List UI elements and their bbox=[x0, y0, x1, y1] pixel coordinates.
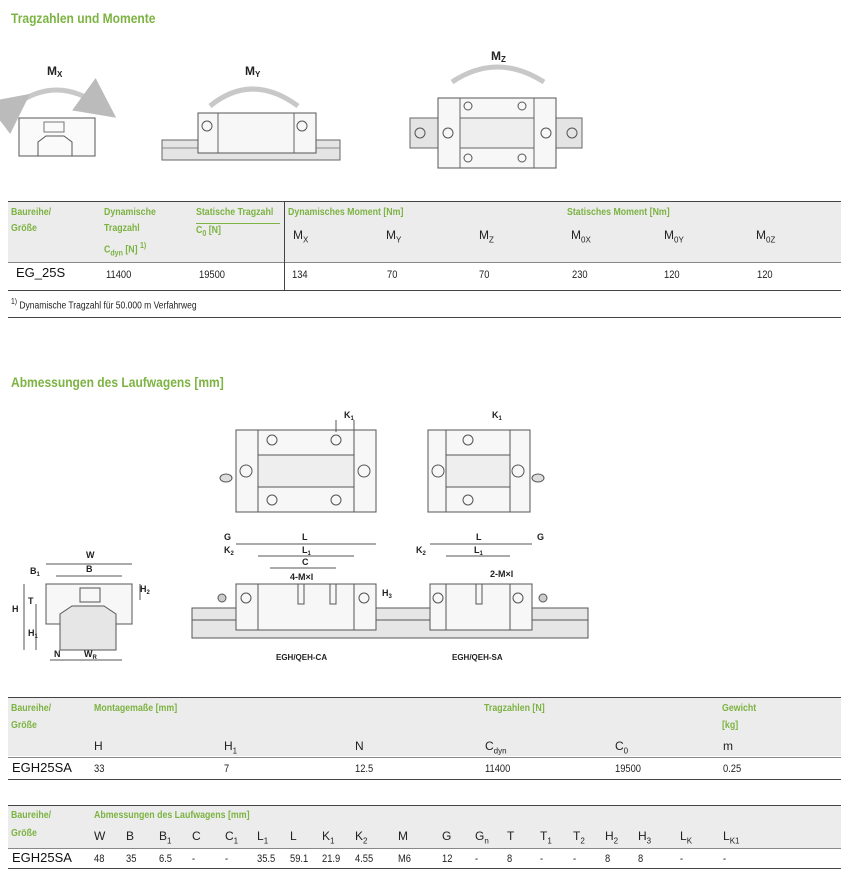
t3-value: - bbox=[540, 853, 544, 865]
t2-symbol: N bbox=[355, 739, 364, 753]
svg-text:B: B bbox=[86, 564, 93, 574]
t2-weight-1: Gewicht bbox=[722, 703, 757, 714]
t2-load: Tragzahlen [N] bbox=[484, 703, 545, 714]
t3-value: 8 bbox=[507, 853, 513, 865]
t3-value: 35 bbox=[126, 853, 137, 865]
row-mx: 134 bbox=[292, 269, 308, 281]
svg-text:4-M×l: 4-M×l bbox=[290, 572, 314, 582]
t3-symbol: W bbox=[94, 829, 106, 843]
t3-symbol: $K_1$ bbox=[322, 829, 335, 846]
t3-symbol: $H_2$ bbox=[605, 829, 619, 846]
col-dyn-3: $C_{dyn}$ [N] $^{1)}$ bbox=[104, 241, 147, 258]
t2-series-1: Baureihe/ bbox=[11, 703, 52, 714]
svg-text:L1: $L_1$ bbox=[474, 545, 483, 557]
t3-value: 8 bbox=[605, 853, 611, 865]
t3-symbol: $L_{K1}$ bbox=[723, 829, 740, 846]
t3-value: - bbox=[723, 853, 727, 865]
row-dyn: 11400 bbox=[106, 269, 132, 281]
t2-weight-2: [kg] bbox=[722, 720, 739, 731]
svg-text:K2: $K_2$ bbox=[416, 545, 426, 557]
t3-value: - bbox=[192, 853, 196, 865]
row-m0x: 230 bbox=[572, 269, 588, 281]
t2-value: 19500 bbox=[615, 763, 642, 775]
t3-symbol: M bbox=[398, 829, 408, 843]
t3-symbol: B bbox=[126, 829, 135, 843]
t3-dims: Abmessungen des Laufwagens [mm] bbox=[94, 810, 250, 821]
t3-value: 21.9 bbox=[322, 853, 341, 865]
t3-series-1: Baureihe/ bbox=[11, 810, 52, 821]
t3-value: 8 bbox=[638, 853, 644, 865]
t3-value: - bbox=[680, 853, 684, 865]
t3-value: - bbox=[573, 853, 577, 865]
moment-symbol: $M_Z$ bbox=[479, 228, 494, 245]
t3-value: 6.5 bbox=[159, 853, 173, 865]
svg-text:K1: $K_1$ bbox=[344, 410, 354, 422]
svg-text:EGH/QEH-CA: EGH/QEH-CA bbox=[276, 653, 328, 662]
side-view bbox=[192, 544, 588, 638]
t2-symbol: $C_{dyn}$ bbox=[485, 739, 507, 756]
top-view-ca bbox=[220, 420, 376, 512]
svg-text:G: G bbox=[537, 532, 545, 542]
footnote: $^{1)}$ Dynamische Tragzahl für 50.000 m Verfahrweg bbox=[11, 297, 197, 312]
t3-value: 35.5 bbox=[257, 853, 276, 865]
moment-symbol: $M_{0Y}$ bbox=[664, 228, 684, 245]
moment-symbol: $M_X$ bbox=[293, 228, 309, 245]
row-stat: 19500 bbox=[199, 269, 226, 281]
t3-symbol: $G_n$ bbox=[475, 829, 489, 846]
t2-value: 11400 bbox=[485, 763, 511, 775]
t3-row-name: EGH25SA bbox=[12, 850, 72, 865]
svg-text:K2: $K_2$ bbox=[224, 545, 234, 557]
col-stat-2: $C_0$ [N] bbox=[196, 225, 221, 238]
top-view-sa bbox=[428, 430, 544, 512]
row-name: EG_25S bbox=[16, 265, 66, 280]
t3-series-2: Größe bbox=[11, 828, 37, 839]
svg-text:MZ: MZ bbox=[491, 49, 506, 64]
section-heading-dimensions: Abmessungen des Laufwagens [mm] bbox=[11, 374, 224, 390]
row-my: 70 bbox=[387, 269, 398, 281]
svg-text:L: L bbox=[476, 532, 482, 542]
section-heading-load-moments: Tragzahlen und Momente bbox=[11, 10, 156, 26]
t3-symbol: $T_2$ bbox=[573, 829, 585, 846]
row-m0z: 120 bbox=[757, 269, 773, 281]
svg-text:MY: MY bbox=[245, 64, 261, 79]
t3-value: 48 bbox=[94, 853, 105, 865]
svg-text:C: C bbox=[302, 557, 309, 567]
t2-symbol: $H_1$ bbox=[224, 739, 238, 756]
end-view bbox=[24, 564, 140, 660]
svg-text:MX: MX bbox=[47, 64, 63, 79]
t2-value: 7 bbox=[224, 763, 230, 775]
t3-symbol: $K_2$ bbox=[355, 829, 368, 846]
t3-value: - bbox=[475, 853, 479, 865]
moment-symbol: $M_Y$ bbox=[386, 228, 402, 245]
t2-row-name: EGH25SA bbox=[12, 760, 72, 775]
svg-text:H3: $H_3$ bbox=[382, 588, 392, 600]
svg-text:H: H bbox=[12, 604, 19, 614]
svg-text:WR: $W_R$ bbox=[84, 649, 97, 661]
t3-value: M6 bbox=[398, 853, 411, 865]
col-series-2: Größe bbox=[11, 223, 37, 234]
svg-text:EGH/QEH-SA: EGH/QEH-SA bbox=[452, 653, 503, 662]
row-mz: 70 bbox=[479, 269, 490, 281]
t2-value: 33 bbox=[94, 763, 105, 775]
col-dyn-1: Dynamische bbox=[104, 207, 156, 218]
svg-text:B1: $B_1$ bbox=[30, 566, 40, 578]
t3-symbol: C bbox=[192, 829, 201, 843]
col-stat-moment: Statisches Moment [Nm] bbox=[567, 207, 670, 218]
svg-text:H1: $H_1$ bbox=[28, 628, 38, 640]
t2-symbol: $C_0$ bbox=[615, 739, 629, 756]
t3-symbol: $B_1$ bbox=[159, 829, 172, 846]
svg-text:K1: $K_1$ bbox=[492, 410, 502, 422]
t3-symbol: $C_1$ bbox=[225, 829, 239, 846]
t3-symbol: L bbox=[290, 829, 297, 843]
col-dyn-moment: Dynamisches Moment [Nm] bbox=[288, 207, 404, 218]
row-m0y: 120 bbox=[664, 269, 680, 281]
t2-value: 0.25 bbox=[723, 763, 742, 775]
t3-symbol: G bbox=[442, 829, 452, 843]
t3-symbol: $H_3$ bbox=[638, 829, 652, 846]
t2-symbol: H bbox=[94, 739, 103, 753]
t2-mount: Montagemaße [mm] bbox=[94, 703, 178, 714]
t2-symbol: m bbox=[723, 739, 733, 753]
t2-series-2: Größe bbox=[11, 720, 37, 731]
t3-symbol: T bbox=[507, 829, 515, 843]
col-dyn-2: Tragzahl bbox=[104, 223, 140, 234]
svg-text:W: W bbox=[86, 550, 95, 560]
moment-symbol: $M_{0Z}$ bbox=[756, 228, 776, 245]
t3-symbol: $L_K$ bbox=[680, 829, 693, 846]
t3-value: 4.55 bbox=[355, 853, 374, 865]
svg-text:N: N bbox=[54, 649, 61, 659]
t3-value: 12 bbox=[442, 853, 453, 865]
t3-value: 59.1 bbox=[290, 853, 309, 865]
svg-text:L1: $L_1$ bbox=[302, 545, 311, 557]
svg-text:G: G bbox=[224, 532, 232, 542]
t2-value: 12.5 bbox=[355, 763, 374, 775]
t3-symbol: $T_1$ bbox=[540, 829, 552, 846]
t3-value: - bbox=[225, 853, 229, 865]
col-series-1: Baureihe/ bbox=[11, 207, 52, 218]
svg-text:H2: $H_2$ bbox=[140, 584, 150, 596]
svg-text:2-M×l: 2-M×l bbox=[490, 569, 514, 579]
svg-text:L: L bbox=[302, 532, 308, 542]
col-stat-1: Statische Tragzahl bbox=[196, 207, 274, 218]
t3-symbol: $L_1$ bbox=[257, 829, 269, 846]
svg-text:T: T bbox=[28, 596, 34, 606]
moment-symbol: $M_{0X}$ bbox=[571, 228, 591, 245]
